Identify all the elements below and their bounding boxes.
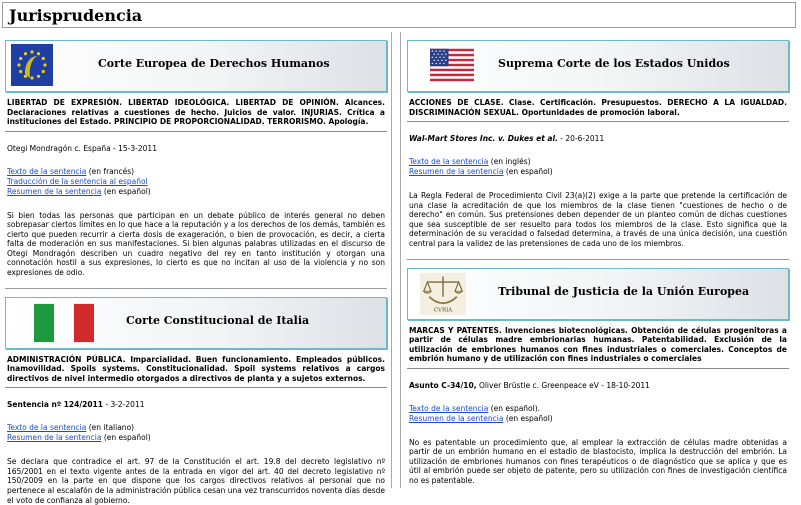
italy-flag-icon [34,301,94,345]
court-italy [5,297,387,505]
divider [407,368,789,369]
link-note: (en francés) [88,166,135,176]
link-sentence-text[interactable]: Texto de la sentencia [7,423,87,433]
link-sentence-text[interactable]: Texto de la sentencia [7,166,87,176]
case-number: Asunto C-34/10, [409,380,477,390]
links [7,167,387,197]
link-sentence-summary[interactable]: Resumen de la sentencia [409,413,504,423]
curia-logo-icon [420,272,466,316]
court-echr [5,40,387,289]
case-reference [409,381,789,390]
right-column [400,32,801,488]
link-sentence-summary[interactable]: Resumen de la sentencia [409,167,504,176]
case-parties: Oliver Brüstle c. Greenpeace eV - 18-10-2011 [476,380,650,390]
case-reference [409,134,789,143]
keywords: LIBERTAD DE EXPRESIÓN. LIBERTAD IDEOLÓGICA. LIBERTAD DE OPINIÓN. Alcances. Declaraciones relativas a cuestiones de hecho. Juicios de valor. INJURIAS. Crítica a instituciones del Estado. PRINCIPIO DE PROPORCIONALIDAD. TERRORISMO. Apología. [7,98,385,126]
left-column [0,32,392,505]
link-note: (en español) [505,167,553,176]
court-title: Suprema Corte de los Estados Unidos [498,57,730,70]
case-name: Wal-Mart Stores Inc. v. Dukes et al. [409,134,558,143]
summary: No es patentable un procedimiento que, al emplear la extracción de células madre obtenidas a partir de un embrión humano en el estadio de blastocisto, implica la destrucción del embrión. La utilización de embriones humanos con fines terapéuticos o de diagnóstico que se aplica y que es útil al embrión puede ser objeto de patente, pero su utilización con fines de investigación científica no es patentable. [409,437,787,485]
case-number: Sentencia nº 124/2011 [7,400,103,410]
link-sentence-translation[interactable]: Traducción de la sentencia al español [7,176,148,186]
case-reference [7,400,387,409]
link-note: (en inglés) [490,157,531,166]
keywords: ADMINISTRACIÓN PÚBLICA. Imparcialidad. Buen funcionamiento. Empleados públicos. Inamovilidad. Spoils systems. Constitucionalidad. Spoil systems relativos a cargos directivos de nivel intermedio otorgados a directivos de planta y a sujetos externos. [7,354,385,383]
us-flag-icon [430,44,474,86]
link-note: (en español) [103,433,151,443]
divider [5,288,387,289]
court-header [5,297,387,349]
link-note: (en italiano) [88,423,135,433]
court-header [407,40,789,92]
link-sentence-text[interactable]: Texto de la sentencia [409,403,489,413]
link-note: (en español) [103,186,151,196]
keywords: MARCAS Y PATENTES. Invenciones biotecnológicas. Obtención de células progenitoras a partir de células madre embrionarias humanas. Patentabilidad. Exclusión de la utilización de embriones humanos con fines industriales o comerciales. Conceptos de embrión humano y de utilización con fines industriales o comerciales [409,325,787,364]
links [409,157,789,177]
summary: La Regla Federal de Procedimiento Civil 23(a)(2) exige a la parte que pretende la certificación de una clase la acreditación de que los miembros de la clase tienen "cuestiones de hecho o de derecho" en común. Sus pretensiones deben depender de un planteo común de dichas cuestiones que sea susceptible de ser resuelto para todos los miembros de la clase. Esto significa que la determinación de su veracidad o falsedad determina, a través de una única decisión, una cuestión central para la validez de las pretensiones de cada uno de los miembros. [409,191,787,248]
link-note: (en español). [490,403,541,413]
keywords: ACCIONES DE CLASE. Clase. Certificación. Presupuestos. DERECHO A LA IGUALDAD. DISCRIMINACIÓN SEXUAL. Oportunidades de promoción laboral. [409,98,787,117]
court-header [5,40,387,92]
link-sentence-text[interactable]: Texto de la sentencia [409,157,489,166]
summary: Se declara que contradice el art. 97 de la Constitución el art. 19.8 del decreto legislativo nº 165/2001 en el texto vigente antes de la entrada en vigor del art. 40 del decreto legislativo nº 150/2009 en la parte en que dispone que los cargos directivos relativos al personal que no pertenece al escalafón de la administración pública cesan una vez transcurridos noventa días desde el voto de confianza al gobierno. [7,457,385,505]
case-date: - 20-6-2011 [557,134,605,143]
divider [407,259,789,260]
links [409,404,789,424]
eu-council-flag-icon [11,44,53,86]
link-sentence-summary[interactable]: Resumen de la sentencia [7,433,102,443]
court-title: Corte Constitucional de Italia [126,313,310,327]
court-us-supreme [407,40,789,260]
case-date: - 3-2-2011 [102,400,145,410]
divider [407,121,789,122]
link-sentence-summary[interactable]: Resumen de la sentencia [7,186,102,196]
links [7,423,387,443]
court-header [407,268,789,320]
page-title-bar [2,2,796,28]
court-title: Corte Europea de Derechos Humanos [98,57,330,70]
court-title: Tribunal de Justicia de la Unión Europea [498,284,750,298]
court-cjeu [407,268,789,486]
divider [5,387,387,388]
page-title: Jurisprudencia [9,6,143,25]
divider [5,131,387,132]
link-note: (en español) [505,413,553,423]
svg-text:CVRIA: CVRIA [433,307,453,314]
summary: Si bien todas las personas que participan en un debate público de interés general no deben sobrepasar ciertos límites en lo que hace a la reputación y a los derechos de los demás, también es cierto que pueden recurrir a cierta dosis de exageración, o bien de provocación, es decir, a cierta falta de moderación en sus manifestaciones. Si bien algunas palabras utilizadas en el discurso de Otegi Mondragón describen un cuadro negativo del rey en tanto institución y otorgan una connotación hostil a sus expresiones, lo cierto es que no incitan al uso de la violencia y no son expresiones de odio. [7,210,385,278]
case-reference: Otegi Mondragón c. España - 15-3-2011 [7,143,157,153]
